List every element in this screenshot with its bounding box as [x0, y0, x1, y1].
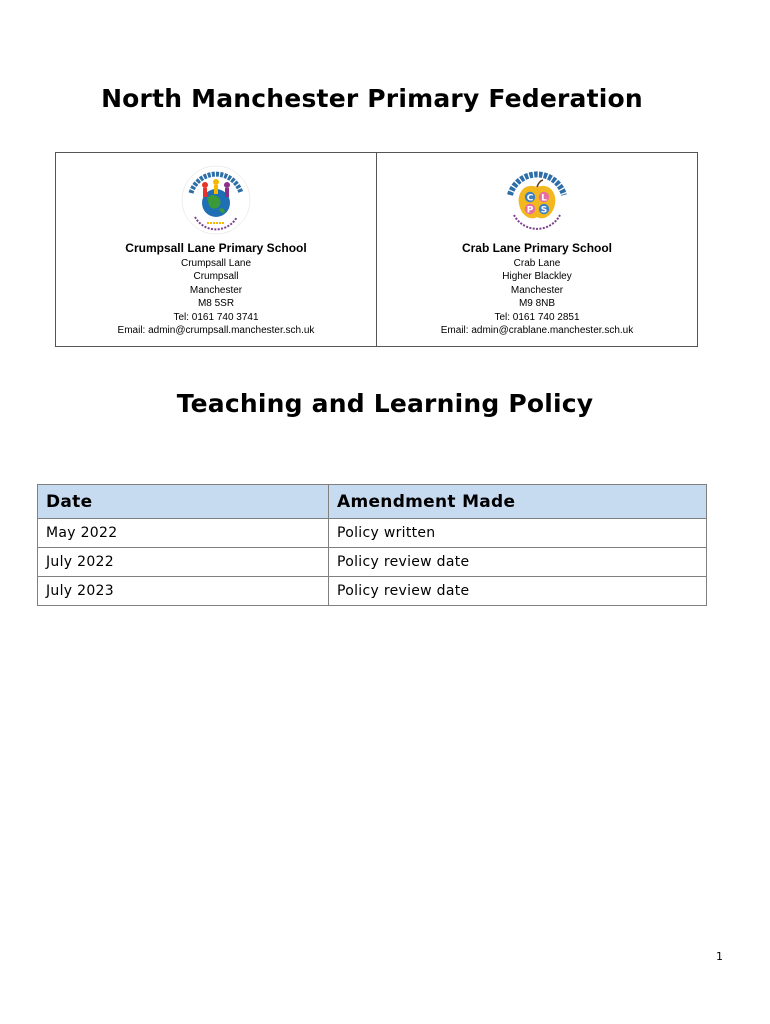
cell-date: July 2022: [38, 548, 329, 577]
address-line: Crab Lane: [513, 258, 561, 269]
school-email: Email: admin@crumpsall.manchester.sch.uk: [117, 325, 315, 337]
address-line: Crumpsall Lane: [180, 258, 252, 269]
school-address: [377, 257, 697, 337]
logo-letter-s: S: [540, 205, 548, 216]
school-telephone: Tel: 0161 740 2851: [494, 311, 580, 323]
table-header-row: [38, 485, 707, 519]
federation-title: North Manchester Primary Federation: [101, 84, 643, 113]
school-card-crumpsall: [56, 153, 376, 346]
school-address: [56, 257, 376, 337]
table-row: [38, 519, 707, 548]
schools-header-box: [55, 152, 698, 347]
address-line: Manchester: [510, 284, 564, 296]
school-telephone: Tel: 0161 740 3741: [173, 311, 259, 323]
address-line: Higher Blackley: [502, 271, 572, 283]
policy-title: Teaching and Learning Policy: [176, 389, 594, 418]
address-line: Manchester: [189, 284, 243, 296]
table-row: [38, 577, 707, 606]
address-line: M9 8NB: [518, 298, 556, 310]
logo-letter-c: C: [526, 193, 534, 204]
cell-date: May 2022: [38, 519, 329, 548]
column-header-date: Date: [38, 485, 329, 519]
cell-amendment: Policy review date: [329, 577, 707, 606]
column-header-amendment: Amendment Made: [329, 485, 707, 519]
school-name: Crab Lane Primary School: [461, 241, 613, 255]
amendments-table: [37, 484, 707, 606]
address-line: Crumpsall: [193, 271, 239, 283]
cell-amendment: Policy review date: [329, 548, 707, 577]
school-email: Email: admin@crablane.manchester.sch.uk: [440, 325, 634, 337]
cell-amendment: Policy written: [329, 519, 707, 548]
crab-lane-school-logo-icon: [490, 163, 584, 237]
logo-letter-l: L: [541, 193, 547, 204]
school-card-crab-lane: [376, 153, 697, 346]
table-row: [38, 548, 707, 577]
page-number: 1: [716, 950, 723, 963]
crumpsall-school-logo-icon: [169, 163, 263, 237]
cell-date: July 2023: [38, 577, 329, 606]
logo-letter-p: P: [526, 205, 534, 216]
school-name: Crumpsall Lane Primary School: [125, 241, 307, 255]
address-line: M8 5SR: [197, 298, 235, 310]
